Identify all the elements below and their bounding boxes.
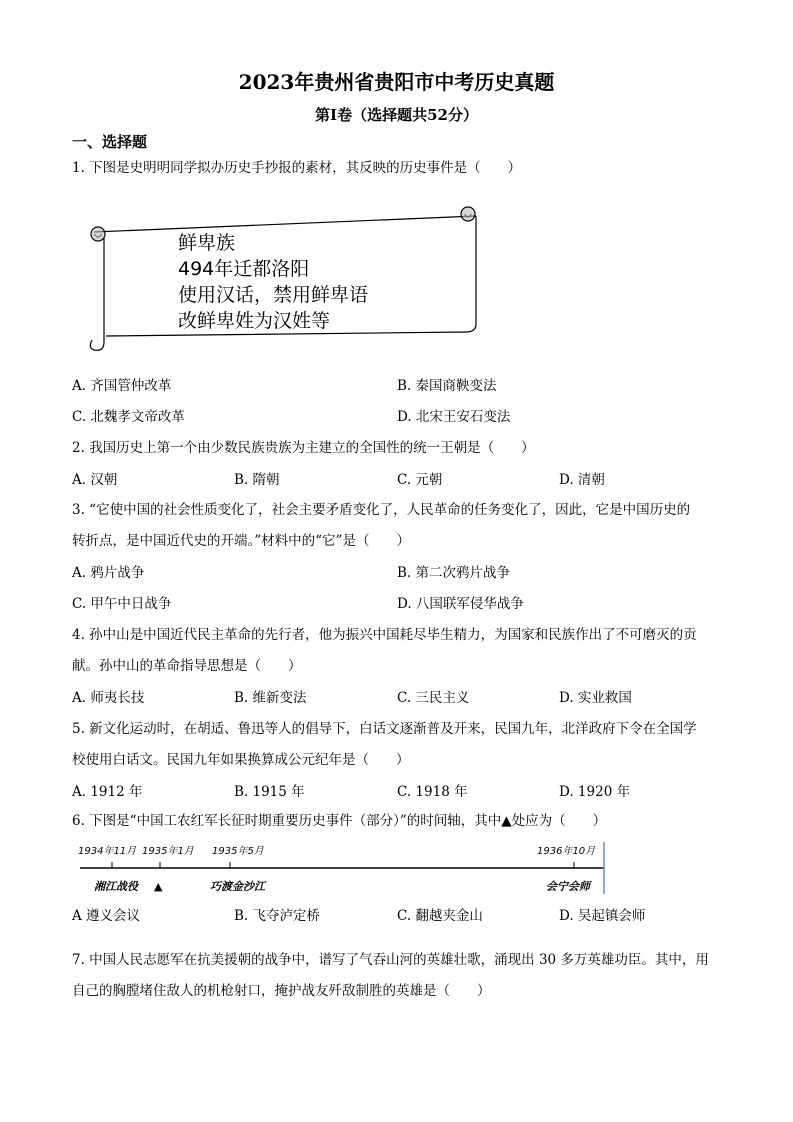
timeline-event: 会宁会师: [546, 880, 590, 893]
option-b: B. 维新变法: [234, 690, 307, 706]
option-a: A. 师夷长技: [72, 690, 145, 706]
option-a: A. 1912 年: [72, 784, 143, 800]
question-3-stem-line1: 3. “它使中国的社会性质变化了，社会主要矛盾变化了，人民革命的任务变化了，因此，它是中国历史的: [72, 502, 691, 518]
option-b: B. 隋朝: [234, 472, 280, 488]
option-d: D. 清朝: [559, 472, 605, 488]
question-7-stem-line1: 7. 中国人民志愿军在抗美援朝的战争中，谱写了气吞山河的英雄壮歌，涌现出 30 多万英雄功臣。其中，用: [72, 952, 709, 968]
question-7-stem-line2: 自己的胸膛堵住敌人的机枪射口，掩护战友歼敌制胜的英雄是（ ）: [72, 983, 491, 999]
option-d: D. 八国联军侵华战争: [397, 596, 524, 612]
option-d: D. 实业救国: [559, 690, 632, 706]
scroll-text: [178, 230, 368, 334]
option-b: B. 1915 年: [234, 784, 305, 800]
exam-subtitle: 第Ⅰ卷（选择题共52分）: [315, 106, 478, 124]
option-d: D. 1920 年: [559, 784, 631, 800]
option-c: C. 1918 年: [397, 784, 468, 800]
scroll-line: 使用汉话，禁用鲜卑语: [178, 284, 369, 306]
option-c: C. 甲午中日战争: [72, 596, 172, 612]
option-b: B. 秦国商鞅变法: [397, 378, 497, 394]
option-a: A. 齐国管仲改革: [72, 378, 172, 394]
timeline-date: 1935年1月: [142, 846, 194, 857]
timeline-date: 1934年11月: [78, 846, 137, 857]
option-c: C. 北魏孝文帝改革: [72, 409, 185, 425]
exam-title: 2023年贵州省贵阳市中考历史真题: [238, 70, 555, 94]
option-a: A. 汉朝: [72, 472, 118, 488]
timeline-event: 巧渡金沙江: [210, 880, 265, 893]
option-a: A. 鸦片战争: [72, 565, 145, 581]
question-4-stem-line2: 献。孙中山的革命指导思想是（ ）: [72, 658, 302, 674]
question-4-stem-line1: 4. 孙中山是中国近代民主革命的先行者，他为振兴中国耗尽毕生精力，为国家和民族作出了不可磨灭的贡: [72, 627, 697, 643]
question-5-stem-line2: 校使用白话文。民国九年如果换算成公元纪年是（ ）: [72, 752, 410, 768]
option-d: D. 吴起镇会师: [559, 908, 646, 924]
option-c: C. 三民主义: [397, 690, 470, 706]
option-c: C. 元朝: [397, 472, 443, 488]
scroll-line: 改鲜卑姓为汉姓等: [178, 310, 331, 332]
option-b: B. 第二次鸦片战争: [397, 565, 511, 581]
question-1-stem: 1. 下图是史明明同学拟办历史手抄报的素材，其反映的历史事件是（ ）: [72, 160, 522, 176]
question-5-stem-line1: 5. 新文化运动时，在胡适、鲁迅等人的倡导下，白话文逐渐普及开来，民国九年，北洋政府下令在全国学: [72, 721, 697, 737]
question-6-stem: 6. 下图是“中国工农红军长征时期重要历史事件（部分）”的时间轴，其中▲处应为（ ）: [72, 813, 607, 829]
section-heading: 一、选择题: [72, 133, 148, 151]
timeline-event-marker: ▲: [154, 880, 163, 893]
longmarch-timeline: [72, 840, 612, 896]
timeline-event: 湘江战役: [94, 880, 138, 893]
option-c: C. 翻越夹金山: [397, 908, 483, 924]
question-3-stem-line2: 转折点，是中国近代史的开端。”材料中的“它”是（ ）: [72, 533, 410, 549]
option-b: B. 飞夺泸定桥: [234, 908, 321, 924]
timeline-date: 1936年10月: [537, 846, 596, 857]
question-2-stem: 2. 我国历史上第一个由少数民族贵族为主建立的全国性的统一王朝是（ ）: [72, 440, 535, 456]
scroll-line: 鲜卑族: [178, 232, 236, 254]
option-d: D. 北宋王安石变法: [397, 409, 511, 425]
scroll-line: 494年迁都洛阳: [178, 258, 310, 280]
option-a: A 遵义会议: [72, 908, 141, 924]
timeline-date: 1935年5月: [212, 846, 264, 857]
